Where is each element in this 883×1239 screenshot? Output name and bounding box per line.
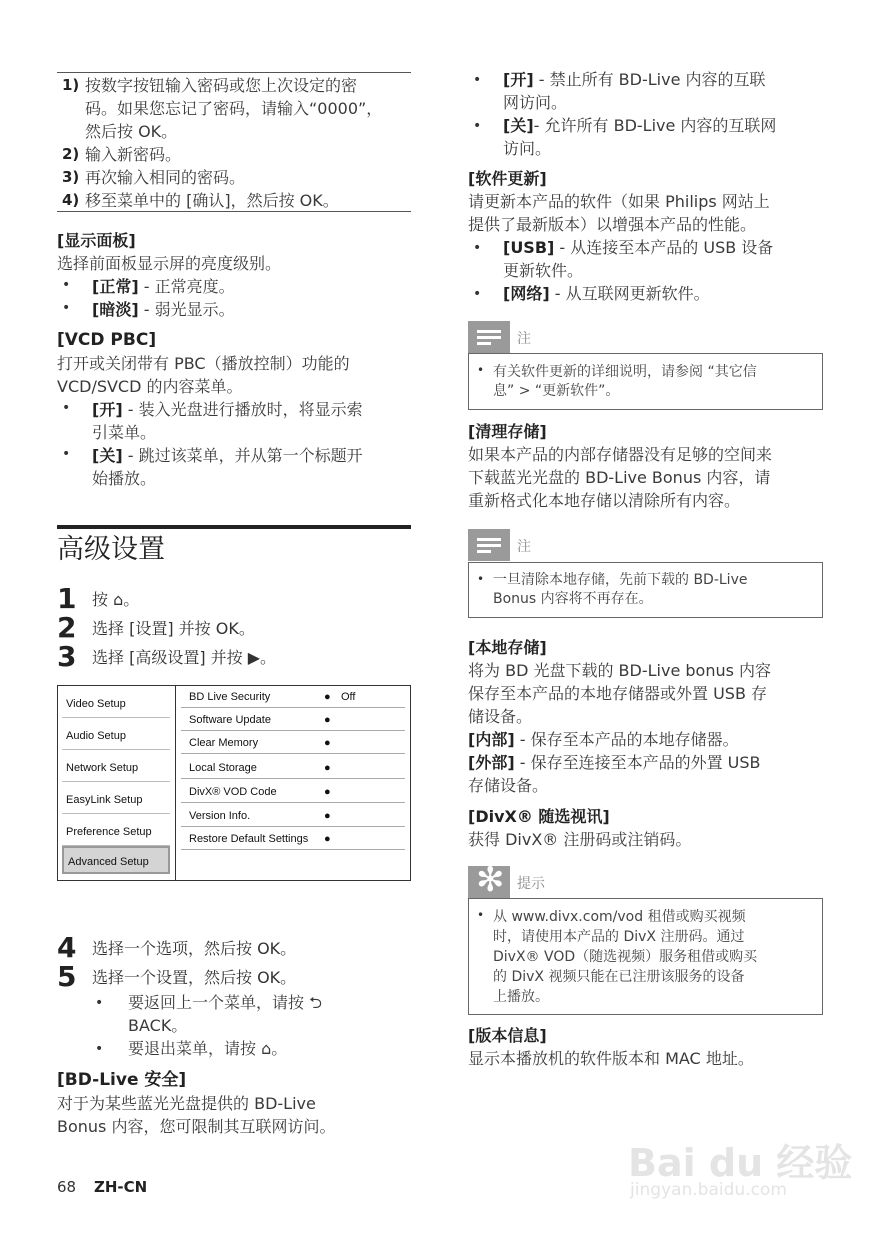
setup-menu xyxy=(57,685,411,881)
pw-step-3-line: 再次输入相同的密码。 xyxy=(85,168,246,187)
menu-item-video-setup[interactable]: Video Setup xyxy=(62,690,170,718)
bd-item-1-line-2: 网访问。 xyxy=(503,93,568,112)
step-3-text: 选择 [高级设置] 并按 ▶。 xyxy=(92,648,277,667)
sw-item-1-line-1 xyxy=(503,236,773,259)
top-rule xyxy=(57,72,411,73)
option-label: Version Info. xyxy=(189,810,251,822)
bd-item-2-line-2: 访问。 xyxy=(503,139,552,158)
sub-bullet-1: • xyxy=(95,995,104,1011)
vcd-item-2-text: - 跳过该菜单，并从第一个标题开 xyxy=(122,446,363,465)
local-item-1 xyxy=(468,728,739,751)
local-title: [本地存储] xyxy=(468,638,547,657)
clear-title: [清理存储] xyxy=(468,422,547,441)
menu-option-version-info[interactable] xyxy=(181,806,405,827)
sub-bullet-2: • xyxy=(95,1041,104,1057)
step-4-text: 选择一个选项，然后按 OK。 xyxy=(92,939,297,958)
note2-line-2: Bonus 内容将不再存在。 xyxy=(493,591,653,607)
note1-line-2: 息” > “更新软件”。 xyxy=(493,383,620,399)
vcd-item-1-text: - 装入光盘进行播放时，将显示索 xyxy=(122,400,363,419)
menu-left-panel xyxy=(58,686,176,880)
bd-item-2-line-1 xyxy=(503,114,776,137)
sw-item-2-text: - 从互联网更新软件。 xyxy=(549,284,710,303)
tip-bullet: • xyxy=(477,908,485,922)
note2-header xyxy=(468,529,822,561)
note1-header xyxy=(468,321,822,353)
local-item-2-line-2: 存储设备。 xyxy=(468,776,549,795)
bd-item-1-line-1 xyxy=(503,68,766,91)
clear-desc-3: 重新格式化本地存储以清除所有内容。 xyxy=(468,491,741,510)
menu-option-local-storage[interactable] xyxy=(181,758,405,779)
watermark-logo: Bai du 经验 xyxy=(628,1141,853,1185)
note1-line-1: 有关软件更新的详细说明，请参阅 “其它信 xyxy=(493,364,757,380)
tip-icon xyxy=(468,860,510,900)
tip-line-2: 时，请使用本产品的 DivX 注册码。通过 xyxy=(493,929,745,945)
step-2-num: 2 xyxy=(57,611,77,644)
menu-item-network-setup[interactable]: Network Setup xyxy=(62,754,170,782)
option-dot: ● xyxy=(324,691,331,703)
version-desc: 显示本播放机的软件版本和 MAC 地址。 xyxy=(468,1049,754,1068)
note-icon xyxy=(468,321,510,353)
menu-option-restore-default[interactable] xyxy=(181,829,405,850)
page-number: 68 xyxy=(57,1178,77,1196)
display-item-2-text: - 弱光显示。 xyxy=(138,300,235,319)
local-desc-1: 将为 BD 光盘下载的 BD-Live bonus 内容 xyxy=(468,661,772,680)
vcd-item-1-line-2: 引菜单。 xyxy=(92,423,157,442)
pw-step-3-num: 3) xyxy=(62,168,80,186)
bdlive-desc-2: Bonus 内容，您可限制其互联网访问。 xyxy=(57,1117,336,1136)
local-desc-2: 保存至本产品的本地存储器或外置 USB 存 xyxy=(468,684,768,703)
sw-item-2-key: [网络] xyxy=(503,284,550,303)
sub-bullet-1-line-2: BACK。 xyxy=(128,1016,188,1035)
sub-bullet-1-line-1: 要返回上一个菜单，请按 ⮌ xyxy=(128,993,322,1012)
divx-desc: 获得 DivX® 注册码或注销码。 xyxy=(468,830,692,849)
section-rule xyxy=(57,525,411,529)
vcd-item-2-key: [关] xyxy=(92,446,123,465)
section-title: 高级设置 xyxy=(57,534,165,565)
option-label: DivX® VOD Code xyxy=(189,786,277,798)
step-2-text: 选择 [设置] 并按 OK。 xyxy=(92,619,255,638)
menu-option-clear-memory[interactable] xyxy=(181,733,405,754)
note2-label: 注 xyxy=(517,539,531,555)
sw-bullet-2: • xyxy=(473,286,482,302)
tip-line-3: DivX® VOD（随选视频）服务租借或购买 xyxy=(493,949,758,965)
option-dot: ● xyxy=(324,833,331,845)
vcd-item-1-line-1 xyxy=(92,398,363,421)
pw-step-2-num: 2) xyxy=(62,145,80,163)
note1-bullet: • xyxy=(477,363,485,377)
sw-item-1-key: [USB] xyxy=(503,238,555,257)
vcd-title: [VCD PBC] xyxy=(57,330,157,350)
tip-box xyxy=(468,898,823,1015)
option-label: Restore Default Settings xyxy=(189,833,309,845)
sub-bullet-2-line: 要退出菜单，请按 ⌂。 xyxy=(128,1039,288,1058)
vcd-item-1-key: [开] xyxy=(92,400,123,419)
bd-item-1-text: - 禁止所有 BD-Live 内容的互联 xyxy=(533,70,766,89)
menu-option-bd-live-security[interactable] xyxy=(181,687,405,708)
vcd-item-2-line-1 xyxy=(92,444,363,467)
display-item-1 xyxy=(92,275,235,298)
version-title: [版本信息] xyxy=(468,1026,547,1045)
pw-step-1-line-1: 按数字按钮输入密码或您上次设定的密 xyxy=(85,76,358,95)
vcd-bullet-2: • xyxy=(62,446,71,462)
display-bullet-2: • xyxy=(62,300,71,316)
display-item-1-text: - 正常亮度。 xyxy=(138,277,235,296)
option-label: Software Update xyxy=(189,714,271,726)
divx-title: [DivX® 随选视讯] xyxy=(468,807,610,826)
vcd-desc-2: VCD/SVCD 的内容菜单。 xyxy=(57,377,243,396)
option-dot: ● xyxy=(324,786,331,798)
display-item-1-key: [正常] xyxy=(92,277,139,296)
vcd-item-2-line-2: 始播放。 xyxy=(92,469,157,488)
sw-desc-2: 提供了最新版本）以增强本产品的性能。 xyxy=(468,215,757,234)
vcd-desc-1: 打开或关闭带有 PBC（播放控制）功能的 xyxy=(57,354,350,373)
option-dot: ● xyxy=(324,737,331,749)
menu-option-divx-vod-code[interactable] xyxy=(181,782,405,803)
display-item-2 xyxy=(92,298,235,321)
vcd-bullet-1: • xyxy=(62,400,71,416)
bdlive-desc-1: 对于为某些蓝光光盘提供的 BD-Live xyxy=(57,1094,316,1113)
sw-item-2-line-1 xyxy=(503,282,710,305)
local-item-1-key: [内部] xyxy=(468,730,515,749)
pw-step-1-line-3: 然后按 OK。 xyxy=(85,122,178,141)
local-item-2-text: - 保存至连接至本产品的外置 USB xyxy=(514,753,761,772)
bd-bullet-1: • xyxy=(473,72,482,88)
tip-line-1: 从 www.divx.com/vod 租借或购买视频 xyxy=(493,909,746,925)
tip-label: 提示 xyxy=(517,876,545,892)
page-lang: ZH-CN xyxy=(94,1178,148,1196)
note2-bullet: • xyxy=(477,572,485,586)
display-bullet-1: • xyxy=(62,277,71,293)
local-item-1-text: - 保存至本产品的本地存储器。 xyxy=(514,730,739,749)
step-5-num: 5 xyxy=(57,960,77,993)
clear-desc-2: 下载蓝光光盘的 BD-Live Bonus 内容，请 xyxy=(468,468,771,487)
menu-item-audio-setup[interactable]: Audio Setup xyxy=(62,722,170,750)
pw-step-2-line: 输入新密码。 xyxy=(85,145,182,164)
local-item-2-line-1 xyxy=(468,751,761,774)
pw-bottom-rule xyxy=(57,211,411,212)
option-dot: ● xyxy=(324,810,331,822)
note2-box xyxy=(468,562,823,618)
tip-line-4: 的 DivX 视频只能在已注册该服务的设备 xyxy=(493,969,745,985)
option-dot: ● xyxy=(324,714,331,726)
option-value: Off xyxy=(341,691,356,703)
option-dot: ● xyxy=(324,762,331,774)
option-label: Local Storage xyxy=(189,762,257,774)
display-title: [显示面板] xyxy=(57,231,136,250)
step-1-text: 按 ⌂。 xyxy=(92,590,140,609)
tip-line-5: 上播放。 xyxy=(493,989,549,1005)
asterisk-icon: ✻ xyxy=(476,860,505,900)
pw-step-4-num: 4) xyxy=(62,191,80,209)
note2-line-1: 一旦清除本地存储，先前下载的 BD-Live xyxy=(493,572,748,588)
watermark-url: jingyan.baidu.com xyxy=(630,1180,787,1200)
menu-item-preference-setup[interactable]: Preference Setup xyxy=(62,818,170,846)
note1-label: 注 xyxy=(517,331,531,347)
option-label: BD Live Security xyxy=(189,691,271,703)
note1-box xyxy=(468,353,823,410)
bdlive-title: [BD-Live 安全] xyxy=(57,1070,187,1090)
step-5-text: 选择一个设置，然后按 OK。 xyxy=(92,968,297,987)
sw-item-1-line-2: 更新软件。 xyxy=(503,261,584,280)
local-desc-3: 储设备。 xyxy=(468,707,533,726)
menu-item-easylink-setup[interactable]: EasyLink Setup xyxy=(62,786,170,814)
display-desc: 选择前面板显示屏的亮度级别。 xyxy=(57,254,282,273)
bd-item-2-text: - 允许所有 BD-Live 内容的互联网 xyxy=(533,116,777,135)
step-4-num: 4 xyxy=(57,931,77,964)
local-item-2-key: [外部] xyxy=(468,753,515,772)
menu-option-software-update[interactable] xyxy=(181,710,405,731)
sw-item-1-text: - 从连接至本产品的 USB 设备 xyxy=(554,238,774,257)
sw-desc-1: 请更新本产品的软件（如果 Philips 网站上 xyxy=(468,192,770,211)
bd-item-2-key: [关] xyxy=(503,116,534,135)
pw-step-1-num: 1) xyxy=(62,76,80,94)
option-label: Clear Memory xyxy=(189,737,259,749)
pw-step-1-line-2: 码。如果您忘记了密码，请输入“0000”， xyxy=(85,99,383,118)
bd-bullet-2: • xyxy=(473,118,482,134)
clear-desc-1: 如果本产品的内部存储器没有足够的空间来 xyxy=(468,445,773,464)
step-3-num: 3 xyxy=(57,640,77,673)
note-icon xyxy=(468,529,510,561)
menu-item-advanced-setup[interactable]: Advanced Setup xyxy=(62,846,170,874)
pw-step-4-line: 移至菜单中的 [确认]，然后按 OK。 xyxy=(85,191,339,210)
sw-title: [软件更新] xyxy=(468,169,547,188)
display-item-2-key: [暗淡] xyxy=(92,300,139,319)
step-1-num: 1 xyxy=(57,582,77,615)
tip-header xyxy=(468,860,822,900)
sw-bullet-1: • xyxy=(473,240,482,256)
bd-item-1-key: [开] xyxy=(503,70,534,89)
